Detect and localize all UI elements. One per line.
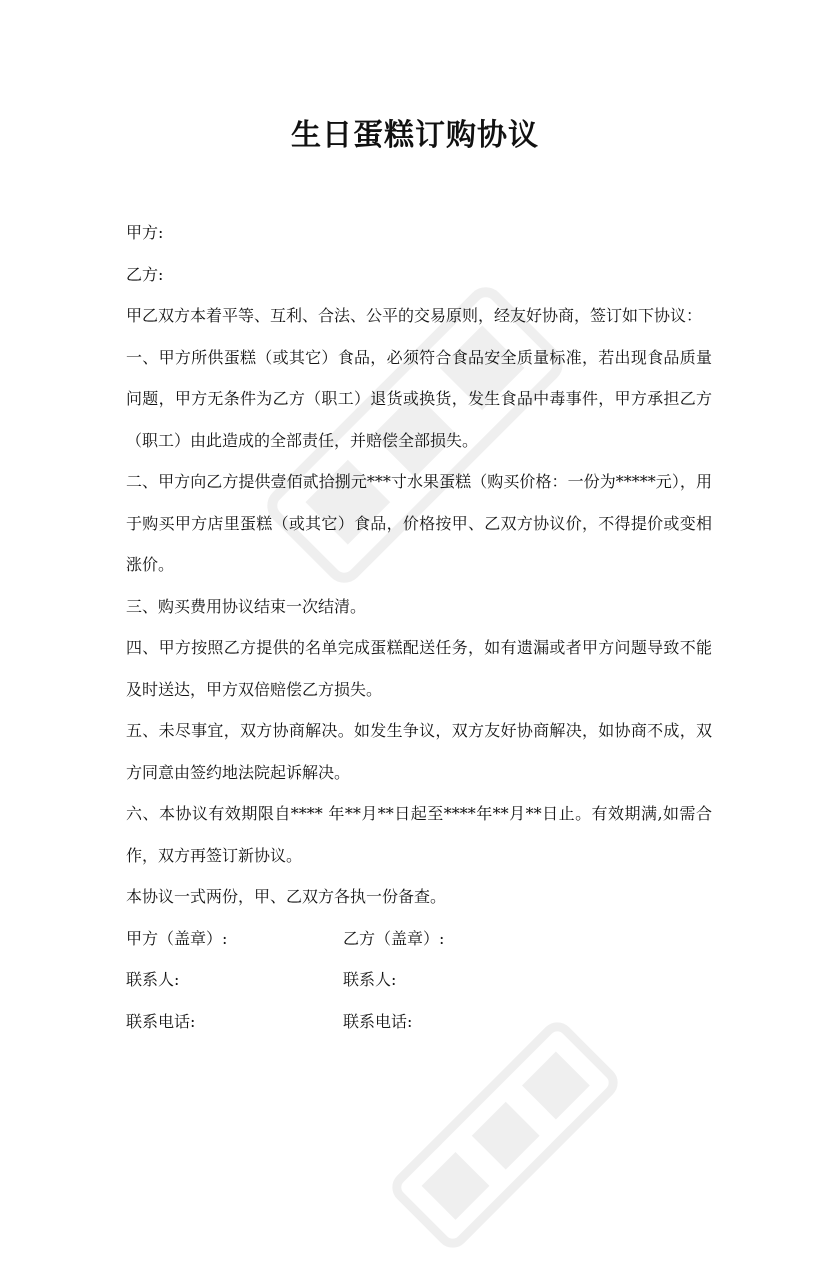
clause-5: 五、未尽事宜，双方协商解决。如发生争议，双方友好协商解决，如协商不成，双方同意由签约地法院起诉解决。 [126, 721, 712, 782]
signature-row-phone [126, 1001, 712, 1043]
signature-row-seal [126, 918, 712, 960]
party-b-label: 乙方: [126, 264, 164, 284]
party-b-phone-label: 联系电话: [343, 1011, 413, 1031]
party-a-seal-label: 甲方（盖章）: [126, 928, 228, 948]
closing-paragraph: 本协议一式两份，甲、乙双方各执一份备查。 [126, 887, 447, 906]
watermark-logo-bottom [378, 1008, 633, 1262]
clause-2: 二、甲方向乙方提供壹佰贰拾捌元***寸水果蛋糕（购买价格：一份为*****元），用于购买甲方店里蛋糕（或其它）食品，价格按甲、乙双方协议价，不得提价或变相涨价。 [126, 472, 712, 574]
party-a-contact-label: 联系人: [126, 970, 180, 989]
clause-4: 四、甲方按照乙方提供的名单完成蛋糕配送任务，如有遗漏或者甲方问题导致不能及时送达，甲方双倍赔偿乙方损失。 [126, 638, 712, 699]
party-b-seal-label: 乙方（盖章）: [343, 928, 445, 948]
party-a-label: 甲方: [126, 223, 164, 242]
party-a-phone-label: 联系电话: [126, 1011, 196, 1031]
clause-6: 六、本协议有效期限自**** 年**月**日起至****年**月**日止。有效期满,如需合作，双方再签订新协议。 [126, 804, 712, 865]
document-title: 生日蛋糕订购协议 [291, 118, 539, 153]
clause-3: 三、购买费用协议结束一次结清。 [126, 596, 367, 616]
document-body [126, 212, 712, 1042]
intro-paragraph: 甲乙双方本着平等、互利、合法、公平的交易原则，经友好协商，签订如下协议： [126, 306, 703, 325]
party-b-contact-label: 联系人: [343, 970, 397, 989]
clause-1: 一、甲方所供蛋糕（或其它）食品，必须符合食品安全质量标准，若出现食品质量问题，甲方无条件为乙方（职工）退货或换货，发生食品中毒事件，甲方承担乙方（职工）由此造成的全部责任，并赔偿全部损失。 [126, 347, 712, 450]
signature-row-contact [126, 959, 712, 1001]
